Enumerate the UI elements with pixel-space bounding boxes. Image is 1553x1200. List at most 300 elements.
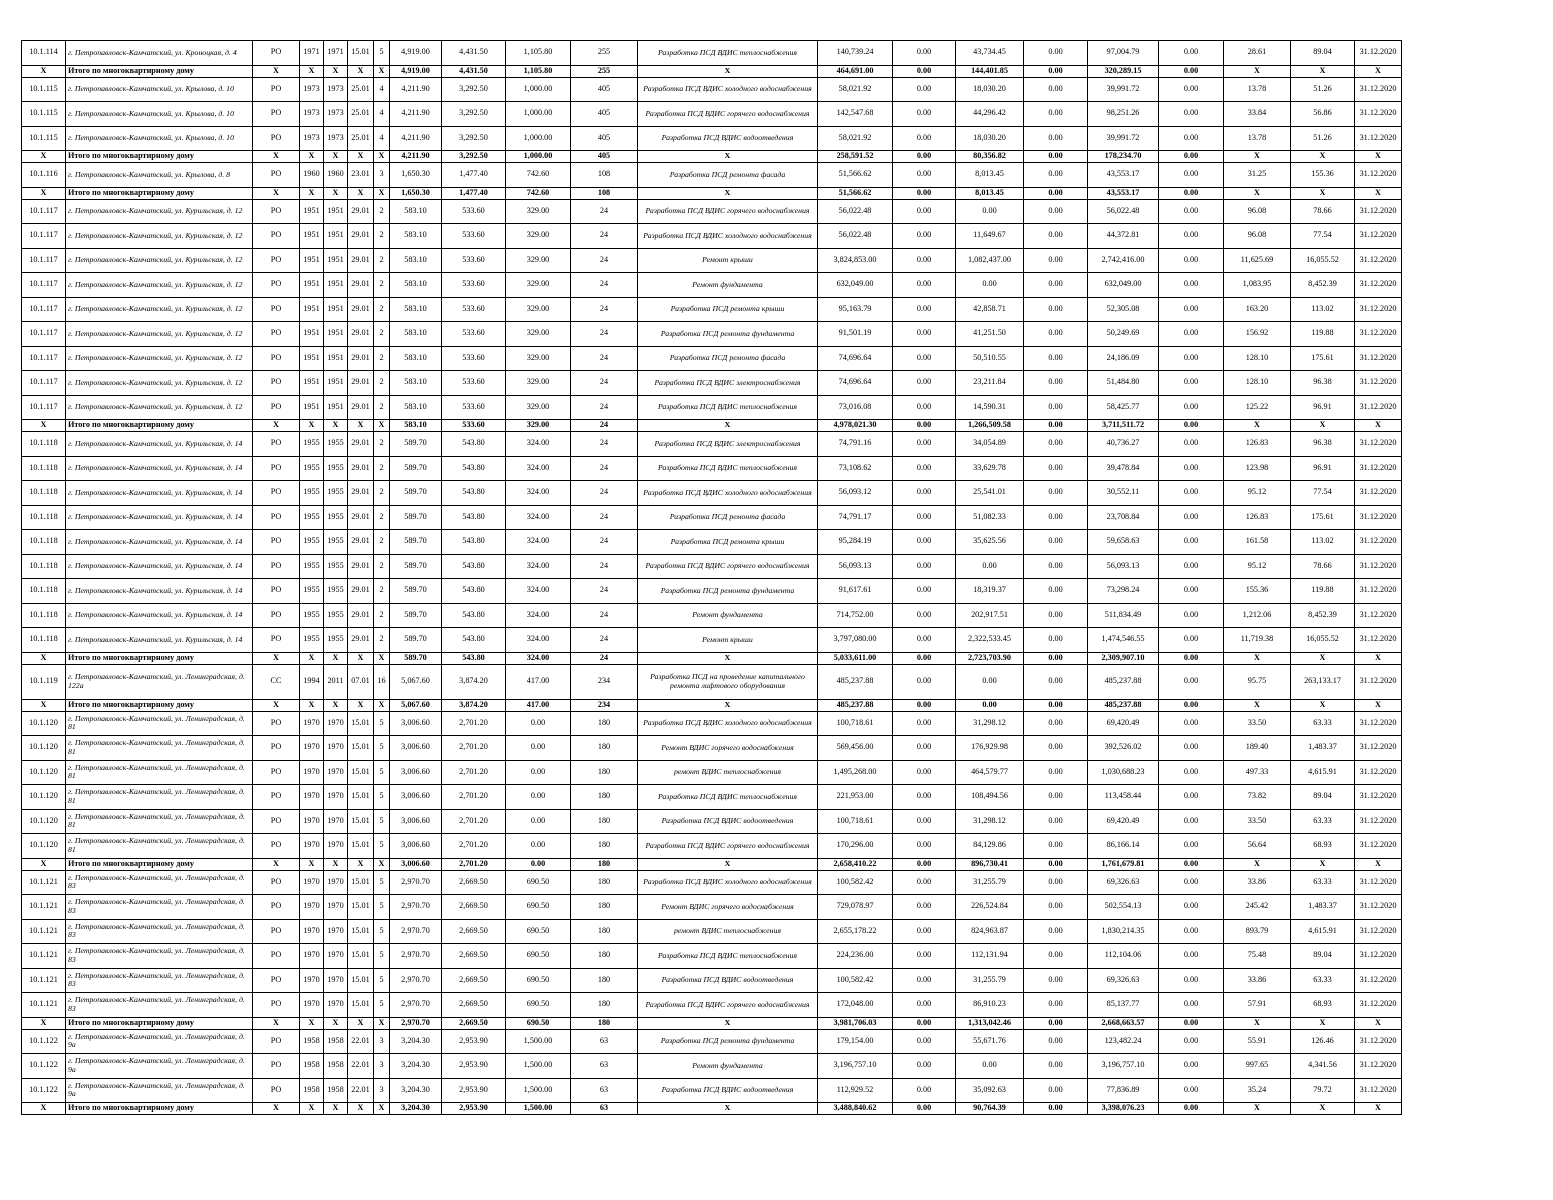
residents-cell: 24 [571,505,638,530]
floors-cell: 5 [374,711,390,736]
class-cell: 15.01 [348,809,374,834]
other-funds-cell: 0.00 [1159,993,1224,1018]
repair-plan-table [21,40,1402,1115]
floors-cell: X [374,1017,390,1029]
class-cell: 22.01 [348,1029,374,1054]
work-type-cell: Разработка ПСД ремонта фасада [638,346,818,371]
material-cell: РО [253,456,300,481]
total-cost-cell: 224,236.00 [818,944,893,969]
build-year-cell: 1970 [300,760,324,785]
federal-funds-cell: 0.00 [893,77,956,102]
commission-year-cell: X [324,65,348,77]
table-row [22,554,1402,579]
municipal-funds-cell: 0.00 [1024,919,1088,944]
roof-area-cell: 1,000.00 [506,151,571,163]
commission-year-cell: 1955 [324,554,348,579]
table-row [22,273,1402,298]
material-cell: РО [253,481,300,506]
municipal-funds-cell: 0.00 [1024,530,1088,555]
owner-funds-cell: 59,658.63 [1088,530,1159,555]
regional-funds-cell: 8,013.45 [956,187,1024,199]
deadline-cell: 31.12.2020 [1355,736,1402,761]
residents-cell: 24 [571,530,638,555]
federal-funds-cell: 0.00 [893,760,956,785]
regional-funds-cell: 35,092.63 [956,1078,1024,1103]
unit-cost-cell: 125.22 [1224,395,1291,420]
build-year-cell: X [300,1017,324,1029]
commission-year-cell: 1971 [324,41,348,66]
federal-funds-cell: 0.00 [893,652,956,664]
max-unit-cost-cell: 96.91 [1291,456,1355,481]
table-row [22,346,1402,371]
unit-cost-cell: X [1224,858,1291,870]
material-cell: РО [253,628,300,653]
other-funds-cell: 0.00 [1159,1054,1224,1079]
federal-funds-cell: 0.00 [893,554,956,579]
regional-funds-cell: 8,013.45 [956,163,1024,188]
living-area-cell: 543.80 [442,603,506,628]
total-cost-cell: 464,691.00 [818,65,893,77]
commission-year-cell: 1955 [324,579,348,604]
other-funds-cell: 0.00 [1159,1029,1224,1054]
build-year-cell: 1973 [300,102,324,127]
material-cell: РО [253,297,300,322]
row-id-cell: 10.1.118 [22,579,66,604]
build-year-cell: 1951 [300,248,324,273]
build-year-cell: X [300,858,324,870]
floors-cell: 5 [374,785,390,810]
unit-cost-cell: 33.86 [1224,870,1291,895]
class-cell: 29.01 [348,395,374,420]
other-funds-cell: 0.00 [1159,41,1224,66]
unit-cost-cell: 57.91 [1224,993,1291,1018]
federal-funds-cell: 0.00 [893,395,956,420]
class-cell: 15.01 [348,785,374,810]
regional-funds-cell: 18,030.20 [956,77,1024,102]
max-unit-cost-cell: X [1291,420,1355,432]
owner-funds-cell: 69,420.49 [1088,809,1159,834]
unit-cost-cell: X [1224,1017,1291,1029]
commission-year-cell: X [324,420,348,432]
total-area-cell: 3,204.30 [390,1029,442,1054]
max-unit-cost-cell: X [1291,187,1355,199]
other-funds-cell: 0.00 [1159,432,1224,457]
total-area-cell: 2,970.70 [390,870,442,895]
federal-funds-cell: 0.00 [893,432,956,457]
floors-cell: 3 [374,163,390,188]
living-area-cell: 3,292.50 [442,126,506,151]
table-row [22,41,1402,66]
total-area-cell: 3,006.60 [390,736,442,761]
owner-funds-cell: 30,552.11 [1088,481,1159,506]
max-unit-cost-cell: 89.04 [1291,944,1355,969]
address-cell: г. Петропавловск-Камчатский, ул. Ленинградская, д. 83 [66,944,253,969]
deadline-cell: X [1355,699,1402,711]
other-funds-cell: 0.00 [1159,760,1224,785]
address-cell: г. Петропавловск-Камчатский, ул. Ленинградская, д. 83 [66,919,253,944]
municipal-funds-cell: 0.00 [1024,760,1088,785]
total-cost-cell: 100,718.61 [818,711,893,736]
federal-funds-cell: 0.00 [893,371,956,396]
material-cell: РО [253,505,300,530]
deadline-cell: X [1355,1103,1402,1115]
floors-cell: 2 [374,456,390,481]
table-row [22,993,1402,1018]
other-funds-cell: 0.00 [1159,505,1224,530]
max-unit-cost-cell: 4,615.91 [1291,919,1355,944]
residents-cell: 255 [571,65,638,77]
max-unit-cost-cell: 51.26 [1291,77,1355,102]
row-id-cell: 10.1.116 [22,163,66,188]
total-area-cell: 3,006.60 [390,760,442,785]
material-cell: РО [253,41,300,66]
floors-cell: X [374,151,390,163]
municipal-funds-cell: 0.00 [1024,1078,1088,1103]
owner-funds-cell: 56,093.13 [1088,554,1159,579]
table-row [22,968,1402,993]
work-type-cell: Разработка ПСД ВДИС водоотведения [638,1078,818,1103]
table-row [22,1029,1402,1054]
work-type-cell: Ремонт ВДИС горячего водоснабжения [638,895,818,920]
deadline-cell: 31.12.2020 [1355,322,1402,347]
work-type-cell: Разработка ПСД ремонта крыши [638,530,818,555]
floors-cell: X [374,420,390,432]
municipal-funds-cell: 0.00 [1024,432,1088,457]
max-unit-cost-cell: 96.38 [1291,432,1355,457]
floors-cell: 2 [374,579,390,604]
total-area-cell: 589.70 [390,481,442,506]
address-cell: г. Петропавловск-Камчатский, ул. Курильская, д. 14 [66,554,253,579]
row-id-cell: 10.1.117 [22,371,66,396]
commission-year-cell: 1951 [324,322,348,347]
federal-funds-cell: 0.00 [893,224,956,249]
municipal-funds-cell: 0.00 [1024,224,1088,249]
total-area-cell: 589.70 [390,432,442,457]
table-row [22,163,1402,188]
build-year-cell: X [300,699,324,711]
regional-funds-cell: 226,524.84 [956,895,1024,920]
max-unit-cost-cell: 4,615.91 [1291,760,1355,785]
residents-cell: 180 [571,858,638,870]
owner-funds-cell: 97,004.79 [1088,41,1159,66]
other-funds-cell: 0.00 [1159,736,1224,761]
municipal-funds-cell: 0.00 [1024,297,1088,322]
total-row [22,187,1402,199]
floors-cell: 2 [374,273,390,298]
unit-cost-cell: 96.08 [1224,199,1291,224]
owner-funds-cell: 52,305.08 [1088,297,1159,322]
material-cell: РО [253,77,300,102]
unit-cost-cell: X [1224,699,1291,711]
row-id-cell: X [22,151,66,163]
work-type-cell: Ремонт фундамента [638,273,818,298]
total-area-cell: 4,211.90 [390,126,442,151]
unit-cost-cell: 31.25 [1224,163,1291,188]
other-funds-cell: 0.00 [1159,102,1224,127]
row-id-cell: X [22,1017,66,1029]
living-area-cell: 533.60 [442,297,506,322]
deadline-cell: 31.12.2020 [1355,432,1402,457]
unit-cost-cell: X [1224,1103,1291,1115]
municipal-funds-cell: 0.00 [1024,420,1088,432]
row-id-cell: 10.1.118 [22,481,66,506]
residents-cell: 180 [571,993,638,1018]
work-type-cell: Разработка ПСД ВДИС горячего водоснабжения [638,834,818,859]
regional-funds-cell: 144,401.85 [956,65,1024,77]
work-type-cell: Разработка ПСД ВДИС холодного водоснабжения [638,77,818,102]
work-type-cell: Разработка ПСД ВДИС горячего водоснабжения [638,102,818,127]
total-cost-cell: 3,797,080.00 [818,628,893,653]
max-unit-cost-cell: 96.38 [1291,371,1355,396]
total-cost-cell: 74,696.64 [818,346,893,371]
residents-cell: 234 [571,699,638,711]
build-year-cell: 1958 [300,1078,324,1103]
commission-year-cell: 1958 [324,1078,348,1103]
row-id-cell: 10.1.115 [22,102,66,127]
regional-funds-cell: 2,322,533.45 [956,628,1024,653]
total-cost-cell: 51,566.62 [818,163,893,188]
residents-cell: 24 [571,346,638,371]
material-cell: РО [253,1029,300,1054]
work-type-cell: Разработка ПСД ВДИС электроснабжения [638,432,818,457]
max-unit-cost-cell: 175.61 [1291,505,1355,530]
unit-cost-cell: 33.86 [1224,968,1291,993]
class-cell: 15.01 [348,993,374,1018]
living-area-cell: 1,477.40 [442,163,506,188]
build-year-cell: 1970 [300,834,324,859]
federal-funds-cell: 0.00 [893,322,956,347]
total-cost-cell: 56,093.13 [818,554,893,579]
build-year-cell: 1970 [300,895,324,920]
commission-year-cell: 1970 [324,834,348,859]
total-cost-cell: 485,237.88 [818,699,893,711]
deadline-cell: 31.12.2020 [1355,919,1402,944]
max-unit-cost-cell: 113.02 [1291,530,1355,555]
table-row [22,664,1402,699]
row-id-cell: 10.1.115 [22,126,66,151]
address-cell: г. Петропавловск-Камчатский, ул. Ленинградская, д. 83 [66,895,253,920]
work-type-cell: Разработка ПСД ремонта крыши [638,297,818,322]
federal-funds-cell: 0.00 [893,809,956,834]
other-funds-cell: 0.00 [1159,420,1224,432]
owner-funds-cell: 502,554.13 [1088,895,1159,920]
total-area-cell: 589.70 [390,505,442,530]
work-type-cell: X [638,151,818,163]
regional-funds-cell: 86,910.23 [956,993,1024,1018]
material-cell: РО [253,944,300,969]
owner-funds-cell: 43,553.17 [1088,187,1159,199]
build-year-cell: 1970 [300,809,324,834]
living-area-cell: 2,953.90 [442,1103,506,1115]
other-funds-cell: 0.00 [1159,603,1224,628]
table-row [22,944,1402,969]
other-funds-cell: 0.00 [1159,77,1224,102]
class-cell: 25.01 [348,102,374,127]
regional-funds-cell: 31,255.79 [956,870,1024,895]
total-cost-cell: 73,016.08 [818,395,893,420]
residents-cell: 24 [571,297,638,322]
class-cell: 15.01 [348,944,374,969]
owner-funds-cell: 178,234.70 [1088,151,1159,163]
material-cell: РО [253,126,300,151]
municipal-funds-cell: 0.00 [1024,834,1088,859]
address-cell: Итого по многоквартирному дому [66,65,253,77]
regional-funds-cell: 35,625.56 [956,530,1024,555]
deadline-cell: X [1355,652,1402,664]
federal-funds-cell: 0.00 [893,420,956,432]
build-year-cell: 1951 [300,297,324,322]
deadline-cell: 31.12.2020 [1355,456,1402,481]
work-type-cell: Разработка ПСД ВДИС водоотведения [638,968,818,993]
floors-cell: 2 [374,505,390,530]
class-cell: X [348,858,374,870]
build-year-cell: 1994 [300,664,324,699]
table-row [22,628,1402,653]
address-cell: г. Петропавловск-Камчатский, ул. Крылова, д. 8 [66,163,253,188]
material-cell: РО [253,432,300,457]
roof-area-cell: 329.00 [506,248,571,273]
row-id-cell: 10.1.121 [22,919,66,944]
total-cost-cell: 58,021.92 [818,126,893,151]
owner-funds-cell: 511,834.49 [1088,603,1159,628]
residents-cell: 24 [571,579,638,604]
federal-funds-cell: 0.00 [893,456,956,481]
floors-cell: 4 [374,126,390,151]
commission-year-cell: 1970 [324,968,348,993]
deadline-cell: X [1355,858,1402,870]
deadline-cell: 31.12.2020 [1355,126,1402,151]
total-area-cell: 3,006.60 [390,785,442,810]
row-id-cell: 10.1.118 [22,628,66,653]
build-year-cell: 1951 [300,346,324,371]
owner-funds-cell: 50,249.69 [1088,322,1159,347]
table-row [22,895,1402,920]
max-unit-cost-cell: X [1291,699,1355,711]
address-cell: г. Петропавловск-Камчатский, ул. Курильская, д. 14 [66,481,253,506]
commission-year-cell: 1951 [324,346,348,371]
total-area-cell: 583.10 [390,248,442,273]
deadline-cell: X [1355,65,1402,77]
regional-funds-cell: 51,082.33 [956,505,1024,530]
municipal-funds-cell: 0.00 [1024,1017,1088,1029]
federal-funds-cell: 0.00 [893,579,956,604]
residents-cell: 24 [571,652,638,664]
residents-cell: 180 [571,919,638,944]
living-area-cell: 543.80 [442,481,506,506]
total-cost-cell: 485,237.88 [818,664,893,699]
regional-funds-cell: 0.00 [956,199,1024,224]
living-area-cell: 533.60 [442,224,506,249]
living-area-cell: 2,669.50 [442,944,506,969]
living-area-cell: 543.80 [442,652,506,664]
max-unit-cost-cell: 77.54 [1291,481,1355,506]
unit-cost-cell: X [1224,420,1291,432]
floors-cell: 5 [374,944,390,969]
row-id-cell: 10.1.121 [22,870,66,895]
other-funds-cell: 0.00 [1159,371,1224,396]
federal-funds-cell: 0.00 [893,870,956,895]
commission-year-cell: 1951 [324,395,348,420]
other-funds-cell: 0.00 [1159,530,1224,555]
row-id-cell: 10.1.117 [22,199,66,224]
owner-funds-cell: 23,708.84 [1088,505,1159,530]
floors-cell: 3 [374,1029,390,1054]
owner-funds-cell: 320,289.15 [1088,65,1159,77]
table-row [22,322,1402,347]
commission-year-cell: X [324,699,348,711]
federal-funds-cell: 0.00 [893,785,956,810]
class-cell: 15.01 [348,41,374,66]
commission-year-cell: 1960 [324,163,348,188]
material-cell: РО [253,711,300,736]
class-cell: 15.01 [348,736,374,761]
owner-funds-cell: 43,553.17 [1088,163,1159,188]
federal-funds-cell: 0.00 [893,603,956,628]
work-type-cell: X [638,1017,818,1029]
material-cell: РО [253,224,300,249]
federal-funds-cell: 0.00 [893,126,956,151]
material-cell: РО [253,322,300,347]
deadline-cell: 31.12.2020 [1355,297,1402,322]
regional-funds-cell: 18,319.37 [956,579,1024,604]
roof-area-cell: 324.00 [506,652,571,664]
unit-cost-cell: 997.65 [1224,1054,1291,1079]
regional-funds-cell: 31,255.79 [956,968,1024,993]
total-area-cell: 2,970.70 [390,944,442,969]
address-cell: г. Петропавловск-Камчатский, ул. Ленинградская, д. 81 [66,834,253,859]
roof-area-cell: 324.00 [506,456,571,481]
total-cost-cell: 3,824,853.00 [818,248,893,273]
living-area-cell: 2,669.50 [442,993,506,1018]
material-cell: РО [253,1078,300,1103]
other-funds-cell: 0.00 [1159,395,1224,420]
unit-cost-cell: 33.50 [1224,711,1291,736]
unit-cost-cell: 893.79 [1224,919,1291,944]
address-cell: г. Петропавловск-Камчатский, ул. Курильская, д. 14 [66,579,253,604]
other-funds-cell: 0.00 [1159,652,1224,664]
living-area-cell: 543.80 [442,456,506,481]
municipal-funds-cell: 0.00 [1024,187,1088,199]
floors-cell: 2 [374,530,390,555]
address-cell: г. Петропавловск-Камчатский, ул. Курильская, д. 12 [66,346,253,371]
class-cell: X [348,1017,374,1029]
floors-cell: 2 [374,603,390,628]
federal-funds-cell: 0.00 [893,944,956,969]
commission-year-cell: 1955 [324,628,348,653]
max-unit-cost-cell: 126.46 [1291,1029,1355,1054]
row-id-cell: 10.1.122 [22,1054,66,1079]
table-row [22,919,1402,944]
regional-funds-cell: 14,590.31 [956,395,1024,420]
regional-funds-cell: 25,541.01 [956,481,1024,506]
regional-funds-cell: 34,054.89 [956,432,1024,457]
material-cell: X [253,151,300,163]
address-cell: г. Петропавловск-Камчатский, ул. Ленинградская, д. 9а [66,1054,253,1079]
unit-cost-cell: 126.83 [1224,505,1291,530]
residents-cell: 255 [571,41,638,66]
work-type-cell: Разработка ПСД ВДИС теплоснабжения [638,41,818,66]
row-id-cell: 10.1.120 [22,711,66,736]
roof-area-cell: 324.00 [506,505,571,530]
material-cell: РО [253,163,300,188]
class-cell: 29.01 [348,456,374,481]
roof-area-cell: 417.00 [506,664,571,699]
floors-cell: X [374,858,390,870]
regional-funds-cell: 1,266,509.58 [956,420,1024,432]
total-cost-cell: 569,456.00 [818,736,893,761]
build-year-cell: 1951 [300,273,324,298]
roof-area-cell: 324.00 [506,579,571,604]
